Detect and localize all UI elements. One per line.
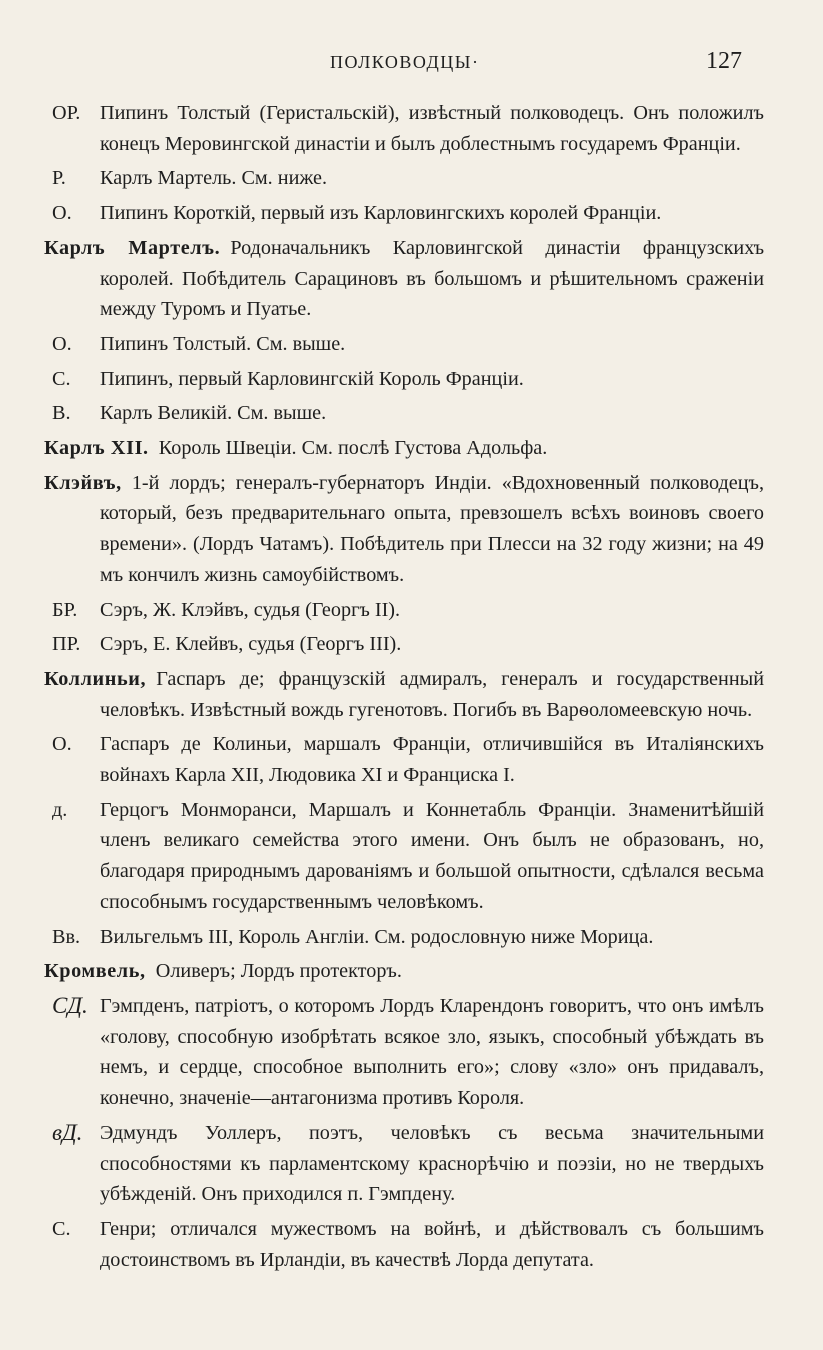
entry-text: Карлъ Великій. См. выше.: [100, 402, 327, 425]
entry-text: 1-й лордъ; генералъ-губернаторъ Индіи. «Вдохновенный полководецъ, который, безъ предварительнаго опыта, превзошелъ всѣхъ воиновъ своего времени». (Лордъ Чатамъ). Побѣдитель при Плесси на 32 году жизни; на 49 мъ кончилъ жизнь самоубійствомъ.: [100, 471, 764, 586]
entry-name: Кромвель,: [44, 960, 146, 983]
sub-entry: [44, 398, 764, 429]
entry-name: Карлъ XII.: [44, 437, 149, 460]
entry-name: Карлъ Мартелъ.: [44, 236, 221, 259]
sub-entry: [44, 922, 764, 953]
entry-text: Пипинъ Толстый (Геристальскій), извѣстный полководецъ. Онъ положилъ конецъ Меровингской династіи и былъ доблестнымъ государемъ Франціи.: [100, 102, 764, 155]
entry-text: Оливеръ; Лордъ протекторъ.: [155, 960, 402, 983]
sub-entry: [44, 795, 764, 918]
entry-mark: д.: [52, 798, 68, 821]
sub-entry: [44, 629, 764, 660]
entry-text: Пипинъ, первый Карловингскій Король Франціи.: [100, 367, 524, 390]
entry-mark: В.: [52, 402, 71, 425]
page-header: [0, 48, 823, 88]
entry-mark: С.: [52, 367, 71, 390]
entry-text: Сэръ, Ж. Клэйвъ, судья (Георгъ II).: [100, 598, 401, 621]
entry-mark: СД.: [52, 992, 88, 1018]
sub-entry: [44, 729, 764, 790]
main-entry: [44, 433, 764, 464]
entry-name: Клэйвъ,: [44, 471, 122, 494]
entry-mark: О.: [52, 332, 72, 355]
entry-text: Герцогъ Монморанси, Маршалъ и Коннетабль Франціи. Знаменитѣйшій членъ великаго семейства этого имени. Онъ былъ не образованъ, но, благодаря природнымъ дарованіямъ и большой опытности, сдѣлался весьма способнымъ государственнымъ человѣкомъ.: [100, 798, 764, 913]
entry-text: Вильгельмъ III, Король Англіи. См. родословную ниже Морица.: [100, 925, 654, 948]
sub-entry: [44, 595, 764, 626]
entry-text: Карлъ Мартель. См. ниже.: [100, 167, 328, 190]
main-entry: [44, 233, 764, 325]
sub-entry: [44, 163, 764, 194]
entry-mark: С.: [52, 1217, 71, 1240]
entry-name: Коллиньи,: [44, 667, 147, 690]
sub-entry: [44, 329, 764, 360]
entry-text: Генри; отличался мужествомъ на войнѣ, и дѣйствовалъ съ большимъ достоинствомъ въ Ирландіи, въ качествѣ Лорда депутата.: [100, 1217, 764, 1271]
entry-text: Гэмпденъ, патріотъ, о которомъ Лордъ Кларендонъ говоритъ, что онъ имѣлъ «голову, способную изобрѣтать всякое зло, языкъ, способный убѣждать въ немъ, и сердце, способное выполнить его»; слову «зло» онъ придавалъ, конечно, значеніе—антагонизма противъ Короля.: [100, 994, 764, 1110]
entry-mark: вД.: [52, 1119, 83, 1145]
main-entry: [44, 468, 764, 591]
entry-text: Эдмундъ Уоллеръ, поэтъ, человѣкъ съ весьма значительными способностями къ парламентскому краснорѣчію и поэзіи, но не твердыхъ убѣжденій. Онъ приходился п. Гэмпдену.: [100, 1121, 764, 1206]
main-entry: [44, 664, 764, 725]
entry-text: Король Швеціи. См. послѣ Густова Адольфа.: [158, 437, 548, 460]
entry-mark: О.: [52, 202, 72, 225]
entry-text: Пипинъ Толстый. См. выше.: [100, 332, 346, 355]
sub-entry: [44, 198, 764, 229]
sub-entry: [44, 364, 764, 395]
entry-text: Гаспаръ де; французскій адмиралъ, генералъ и государственный человѣкъ. Извѣстный вождь гугенотовъ. Погибъ въ Варѳоломеевскую ночь.: [100, 667, 764, 721]
entry-text: Родоначальникъ Карловингской династіи французскихъ королей. Побѣдитель Сарациновъ въ большомъ и рѣшительномъ сраженіи между Туромъ и Пуатье.: [100, 236, 765, 321]
sub-entry: [44, 991, 764, 1114]
entry-mark: Вв.: [52, 925, 81, 948]
sub-entry: [44, 98, 764, 159]
sub-entry: [44, 1214, 764, 1275]
entry-mark: О.: [52, 733, 72, 756]
entry-mark: Р.: [52, 167, 66, 190]
entries-list: [44, 98, 764, 1279]
running-title: ПОЛКОВОДЦЫ·: [330, 52, 480, 72]
entry-text: Гаспаръ де Колиньи, маршалъ Франціи, отличившійся въ Италіянскихъ войнахъ Карла XII, Людовика XI и Франциска I.: [100, 733, 764, 787]
page-number: 127: [706, 48, 742, 74]
entry-mark: БР.: [52, 598, 78, 621]
entry-mark: ОР.: [52, 102, 81, 124]
entry-mark: ПР.: [52, 633, 81, 656]
main-entry: [44, 956, 764, 987]
entry-text: Пипинъ Короткій, первый изъ Карловингскихъ королей Франціи.: [100, 202, 662, 225]
entry-text: Сэръ, Е. Клейвъ, судья (Георгъ III).: [100, 633, 402, 656]
sub-entry: [44, 1118, 764, 1210]
